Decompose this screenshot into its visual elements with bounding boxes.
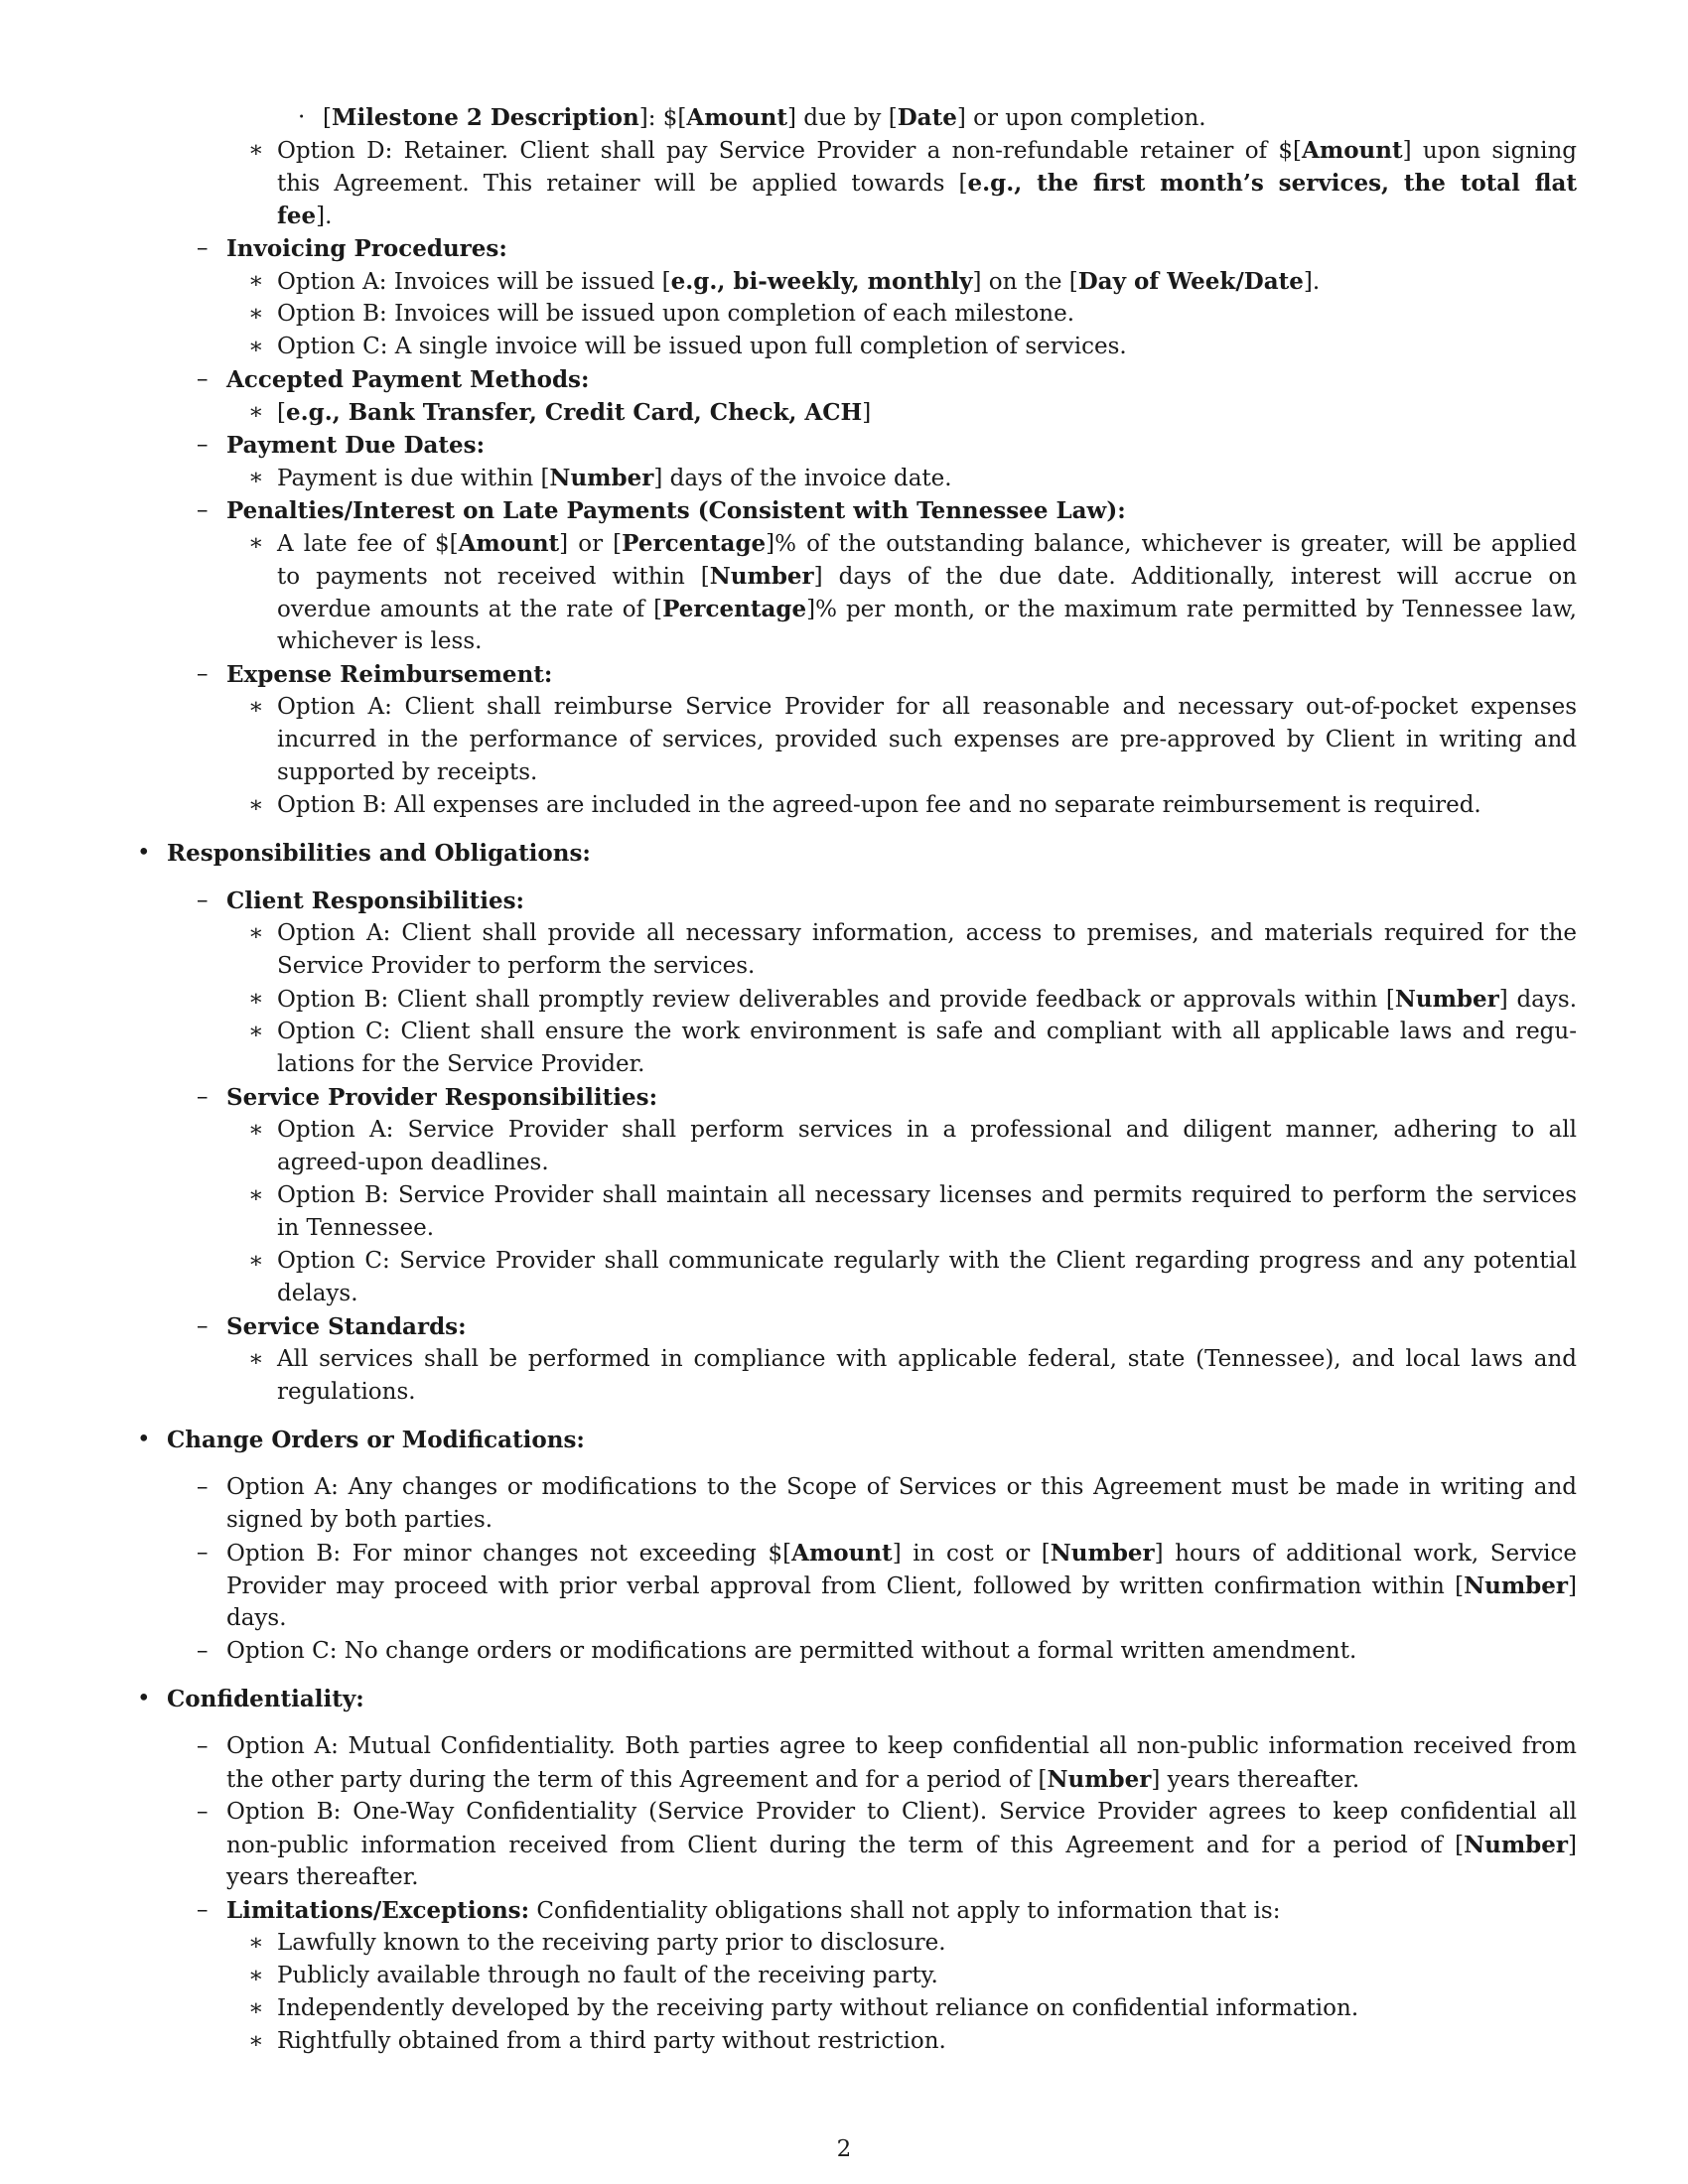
bold-text: Number xyxy=(1050,1540,1155,1567)
line-text xyxy=(226,429,485,463)
line-text xyxy=(226,1081,657,1115)
plain-text: the other party during the term of this Agreement and for a period of [ xyxy=(226,1767,1048,1793)
plain-text: Independently developed by the receiving party without reliance on confidential information. xyxy=(277,1995,1359,2021)
plain-text: Option A: Any changes or modifications to the Scope of Services or this Agreement must be made in writing and xyxy=(226,1474,1577,1500)
sub-bullet-marker: ∗ xyxy=(248,530,264,556)
plain-text: Option B: All expenses are included in the agreed-upon fee and no separate reimbursement is required. xyxy=(277,792,1481,818)
text-line xyxy=(0,1278,1688,1310)
bold-text: Amount xyxy=(686,104,787,131)
bold-text: Amount xyxy=(791,1540,893,1567)
sub-bullet-marker: ∗ xyxy=(248,1346,264,1372)
plain-text: ] xyxy=(1568,1573,1577,1599)
bold-text: Number xyxy=(1464,1832,1569,1858)
text-line xyxy=(0,560,1688,593)
line-text xyxy=(226,1504,492,1537)
line-text xyxy=(277,1960,938,1992)
bold-text: Accepted Payment Methods: xyxy=(226,366,590,393)
text-line xyxy=(0,298,1688,331)
text-line xyxy=(0,593,1688,625)
line-text xyxy=(226,363,589,397)
bold-text: Number xyxy=(709,563,814,590)
dash-marker: – xyxy=(197,1540,209,1566)
line-text xyxy=(226,232,507,266)
text-line xyxy=(0,1179,1688,1212)
line-text xyxy=(226,1635,1356,1668)
plain-text: regulations. xyxy=(277,1379,416,1405)
line-text xyxy=(277,134,1577,168)
line-text xyxy=(226,1763,1359,1797)
text-line xyxy=(0,134,1688,167)
line-text xyxy=(323,101,1206,135)
bullet-marker: • xyxy=(137,1427,151,1452)
text-line xyxy=(0,1927,1688,1960)
line-text xyxy=(277,950,755,983)
bold-text: e.g., bi-weekly, monthly xyxy=(670,268,973,295)
text-line xyxy=(0,1016,1688,1048)
bold-text: e.g., the first month’s services, the total flat xyxy=(967,170,1577,197)
plain-text: Option B: One-Way Confidentiality (Service Provider to Client). Service Provider agrees to keep confidential all xyxy=(226,1799,1577,1825)
bold-text: Payment Due Dates: xyxy=(226,432,486,459)
plain-text: Confidentiality obligations shall not apply to information that is: xyxy=(529,1898,1281,1924)
line-text xyxy=(277,331,1127,363)
section-heading-line xyxy=(0,1683,1688,1715)
text-line xyxy=(0,1635,1688,1668)
text-line xyxy=(0,1212,1688,1245)
dash-marker: – xyxy=(197,366,209,392)
line-text xyxy=(226,885,524,918)
bold-text: Day of Week/Date xyxy=(1077,268,1304,295)
line-text xyxy=(277,2025,946,2058)
line-text xyxy=(226,494,1126,528)
line-text xyxy=(277,724,1577,756)
bold-text: Service Provider Responsibilities: xyxy=(226,1084,658,1111)
text-line xyxy=(0,1763,1688,1796)
bold-text: Expense Reimbursement: xyxy=(226,661,553,688)
plain-text: ] days. xyxy=(1498,987,1578,1013)
text-line xyxy=(0,756,1688,789)
sub-bullet-marker: ∗ xyxy=(248,1930,264,1956)
section-heading-line xyxy=(0,1424,1688,1456)
line-text xyxy=(277,1016,1577,1048)
plain-text: ]: $[ xyxy=(638,105,687,131)
plain-text: incurred in the performance of services, provided such expenses are pre-approved by Client in writing and xyxy=(277,727,1577,752)
plain-text: ]. xyxy=(1303,269,1321,295)
bold-text: Change Orders or Modifications: xyxy=(167,1427,585,1453)
dash-marker: – xyxy=(197,1474,209,1500)
line-text xyxy=(277,1179,1577,1212)
dash-marker: – xyxy=(197,1638,209,1664)
plain-text: ] days of the invoice date. xyxy=(653,466,952,491)
line-text xyxy=(167,837,591,871)
plain-text: ] upon signing xyxy=(1402,138,1577,164)
plain-text: All services shall be performed in compliance with applicable federal, state (Tennessee), and local laws and xyxy=(277,1346,1577,1372)
line-text xyxy=(277,593,1577,626)
plain-text: overdue amounts at the rate of [ xyxy=(277,597,663,622)
plain-text: Service Provider to perform the services. xyxy=(277,953,756,979)
bold-text: Service Standards: xyxy=(226,1313,467,1340)
plain-text: Provider may proceed with prior verbal approval from Client, followed by written confirmation within [ xyxy=(226,1573,1465,1599)
plain-text: ] or [ xyxy=(559,531,623,557)
dash-marker: – xyxy=(197,1084,209,1110)
text-line xyxy=(0,396,1688,429)
plain-text: ]. xyxy=(316,204,333,229)
line-text xyxy=(226,1861,419,1894)
sub-bullet-marker: ∗ xyxy=(248,399,264,425)
plain-text: in Tennessee. xyxy=(277,1215,435,1241)
bold-text: Client Responsibilities: xyxy=(226,887,525,914)
dash-marker: – xyxy=(197,661,209,687)
line-text xyxy=(277,527,1577,561)
line-text xyxy=(277,462,952,495)
text-line xyxy=(0,429,1688,462)
bold-text: fee xyxy=(277,203,317,229)
line-text xyxy=(277,265,1320,299)
bold-text: Penalties/Interest on Late Payments (Consistent with Tennessee Law): xyxy=(226,497,1126,524)
line-text xyxy=(226,1796,1577,1829)
plain-text: signed by both parties. xyxy=(226,1507,493,1533)
line-text xyxy=(277,1376,416,1409)
plain-text: supported by receipts. xyxy=(277,759,538,785)
sub-bullet-marker: ∗ xyxy=(248,1182,264,1208)
plain-text: Option A: Mutual Confidentiality. Both parties agree to keep confidential all non-public information received from xyxy=(226,1733,1577,1759)
text-line xyxy=(0,1894,1688,1927)
plain-text: ]% of the outstanding balance, whichever is greater, will be applied xyxy=(766,531,1577,557)
plain-text: delays. xyxy=(277,1281,358,1306)
text-line xyxy=(0,724,1688,756)
page-number: 2 xyxy=(836,2136,852,2162)
sub-bullet-marker: ∗ xyxy=(248,301,264,327)
line-text xyxy=(277,1343,1577,1376)
text-line xyxy=(0,1245,1688,1278)
bold-text: e.g., Bank Transfer, Credit Card, Check, ACH xyxy=(285,399,863,426)
dash-marker: – xyxy=(197,1897,209,1923)
text-line xyxy=(0,1730,1688,1763)
text-line xyxy=(0,1829,1688,1861)
sub-bullet-marker: ∗ xyxy=(248,1019,264,1044)
plain-text: Option B: Service Provider shall maintain all necessary licenses and permits required to perform the services xyxy=(277,1182,1577,1208)
text-line xyxy=(0,1048,1688,1081)
text-line xyxy=(0,232,1688,265)
text-line xyxy=(0,331,1688,363)
plain-text: Option B: For minor changes not exceeding $[ xyxy=(226,1541,792,1567)
line-text xyxy=(167,1683,364,1716)
plain-text: Option C: Service Provider shall communicate regularly with the Client regarding progress and any potential xyxy=(277,1248,1577,1274)
plain-text: Option C: Client shall ensure the work environment is safe and compliant with all applicable laws and regu- xyxy=(277,1019,1577,1044)
text-line xyxy=(0,265,1688,298)
text-line xyxy=(0,1147,1688,1179)
text-line xyxy=(0,917,1688,950)
line-text xyxy=(277,917,1577,950)
sub-bullet-marker: · xyxy=(298,104,306,130)
bold-text: Responsibilities and Obligations: xyxy=(167,840,591,867)
text-line xyxy=(0,1992,1688,2025)
plain-text: ] due by [ xyxy=(786,105,898,131)
line-text xyxy=(226,1537,1577,1570)
bold-text: Number xyxy=(1464,1572,1569,1599)
line-text xyxy=(277,625,482,658)
bold-text: Percentage xyxy=(622,530,767,557)
text-line xyxy=(0,789,1688,822)
text-line xyxy=(0,950,1688,983)
bold-text: Number xyxy=(1394,986,1499,1013)
text-line xyxy=(0,1861,1688,1894)
sub-bullet-marker: ∗ xyxy=(248,1963,264,1988)
sub-bullet-marker: ∗ xyxy=(248,694,264,720)
text-line xyxy=(0,462,1688,494)
plain-text: Option A: Client shall reimburse Service Provider for all reasonable and necessary out-of-pocket expenses xyxy=(277,694,1577,720)
text-line xyxy=(0,625,1688,658)
line-text xyxy=(277,298,1074,331)
dash-marker: – xyxy=(197,887,209,913)
dash-marker: – xyxy=(197,1733,209,1759)
section-heading-line xyxy=(0,837,1688,870)
dash-marker: – xyxy=(197,497,209,523)
sub-bullet-marker: ∗ xyxy=(248,465,264,490)
text-line xyxy=(0,167,1688,200)
line-text xyxy=(226,1730,1577,1763)
line-text xyxy=(167,1424,585,1457)
line-text xyxy=(277,1992,1358,2025)
bold-text: Number xyxy=(1047,1766,1152,1793)
bold-text: Date xyxy=(897,104,957,131)
line-text xyxy=(277,1147,549,1179)
line-text xyxy=(277,983,1577,1017)
plain-text: ] hours of additional work, Service xyxy=(1154,1541,1578,1567)
plain-text: Option A: Invoices will be issued [ xyxy=(277,269,671,295)
text-line xyxy=(0,1114,1688,1147)
text-line xyxy=(0,1796,1688,1829)
plain-text: Option A: Service Provider shall perform services in a professional and diligent manner, adhering to all xyxy=(277,1117,1577,1143)
bullet-marker: • xyxy=(137,1686,151,1711)
line-text xyxy=(277,756,537,789)
line-text xyxy=(226,1829,1577,1862)
bold-text: Milestone 2 Description xyxy=(331,104,639,131)
text-line xyxy=(0,658,1688,691)
text-line xyxy=(0,1602,1688,1635)
text-line xyxy=(0,1537,1688,1570)
line-text xyxy=(277,167,1577,201)
sub-bullet-marker: ∗ xyxy=(248,334,264,359)
sub-bullet-marker: ∗ xyxy=(248,2028,264,2054)
bold-text: Invoicing Procedures: xyxy=(226,235,507,262)
plain-text: Option A: Client shall provide all necessary information, access to premises, and materials required for the xyxy=(277,920,1577,946)
plain-text: agreed-upon deadlines. xyxy=(277,1150,549,1175)
sub-bullet-marker: ∗ xyxy=(248,268,264,294)
plain-text: Option C: A single invoice will be issued upon full completion of services. xyxy=(277,334,1127,359)
bold-text: Amount xyxy=(1302,137,1403,164)
line-text xyxy=(226,658,552,692)
line-text xyxy=(226,1570,1577,1603)
plain-text: Rightfully obtained from a third party without restriction. xyxy=(277,2028,946,2054)
plain-text: A late fee of $[ xyxy=(277,531,459,557)
bold-text: Number xyxy=(549,465,654,491)
line-text xyxy=(277,396,871,430)
text-line xyxy=(0,527,1688,560)
sub-bullet-marker: ∗ xyxy=(248,137,264,163)
plain-text: [ xyxy=(323,105,332,131)
dash-marker: – xyxy=(197,1799,209,1825)
plain-text: non-public information received from Client during the term of this Agreement and for a period of [ xyxy=(226,1833,1465,1858)
sub-bullet-marker: ∗ xyxy=(248,1995,264,2021)
plain-text: [ xyxy=(277,400,286,426)
dash-marker: – xyxy=(197,432,209,458)
line-text xyxy=(277,1114,1577,1147)
line-text xyxy=(277,200,332,233)
bold-text: Confidentiality: xyxy=(167,1686,364,1712)
text-line xyxy=(0,983,1688,1016)
text-line xyxy=(0,494,1688,527)
text-line xyxy=(0,363,1688,396)
line-text xyxy=(277,1278,358,1310)
plain-text: years thereafter. xyxy=(226,1864,419,1890)
plain-text: ] years thereafter. xyxy=(1151,1767,1360,1793)
text-line xyxy=(0,1310,1688,1343)
line-text xyxy=(226,1471,1577,1504)
line-text xyxy=(277,560,1577,594)
text-line xyxy=(0,691,1688,724)
plain-text: this Agreement. This retainer will be applied towards [ xyxy=(277,171,968,197)
text-line xyxy=(0,1376,1688,1409)
plain-text: ] days of the due date. Additionally, interest will accrue on xyxy=(813,564,1578,590)
line-text xyxy=(277,1212,434,1245)
plain-text: Option C: No change orders or modifications are permitted without a formal written amendment. xyxy=(226,1638,1357,1664)
sub-bullet-marker: ∗ xyxy=(248,986,264,1012)
plain-text: ] or upon completion. xyxy=(956,105,1206,131)
line-text xyxy=(277,1048,644,1081)
line-text xyxy=(277,1245,1577,1278)
plain-text: whichever is less. xyxy=(277,628,483,654)
text-line xyxy=(0,1960,1688,1992)
text-line xyxy=(0,2025,1688,2058)
bold-text: Amount xyxy=(458,530,560,557)
plain-text: Payment is due within [ xyxy=(277,466,550,491)
bold-text: Percentage xyxy=(662,596,807,622)
text-line xyxy=(0,1343,1688,1376)
plain-text: ] xyxy=(862,400,872,426)
plain-text: Option B: Client shall promptly review deliverables and provide feedback or approvals within [ xyxy=(277,987,1395,1013)
text-line xyxy=(0,1570,1688,1602)
sub-bullet-marker: ∗ xyxy=(248,1248,264,1274)
text-line xyxy=(0,101,1688,134)
dash-marker: – xyxy=(197,235,209,261)
plain-text: ] xyxy=(1568,1833,1577,1858)
text-line xyxy=(0,885,1688,917)
plain-text: ] on the [ xyxy=(972,269,1078,295)
line-text xyxy=(226,1602,287,1635)
text-line xyxy=(0,1504,1688,1537)
plain-text: Lawfully known to the receiving party prior to disclosure. xyxy=(277,1930,946,1956)
plain-text: to payments not received within [ xyxy=(277,564,710,590)
text-line xyxy=(0,1471,1688,1504)
bold-text: Limitations/Exceptions: xyxy=(226,1897,530,1924)
sub-bullet-marker: ∗ xyxy=(248,1117,264,1143)
line-text xyxy=(226,1894,1280,1928)
line-text xyxy=(277,789,1481,822)
plain-text: Publicly available through no fault of the receiving party. xyxy=(277,1963,938,1988)
sub-bullet-marker: ∗ xyxy=(248,920,264,946)
text-line xyxy=(0,1081,1688,1114)
dash-marker: – xyxy=(197,1313,209,1339)
plain-text: Option D: Retainer. Client shall pay Service Provider a non-refundable retainer of $[ xyxy=(277,138,1303,164)
text-line xyxy=(0,200,1688,232)
bullet-marker: • xyxy=(137,840,151,866)
plain-text: ] in cost or [ xyxy=(892,1541,1051,1567)
line-text xyxy=(277,1927,946,1960)
plain-text: lations for the Service Provider. xyxy=(277,1051,645,1077)
sub-bullet-marker: ∗ xyxy=(248,792,264,818)
line-text xyxy=(226,1310,467,1344)
plain-text: ]% per month, or the maximum rate permitted by Tennessee law, xyxy=(806,597,1577,622)
plain-text: days. xyxy=(226,1605,287,1631)
line-text xyxy=(277,691,1577,724)
plain-text: Option B: Invoices will be issued upon completion of each milestone. xyxy=(277,301,1075,327)
